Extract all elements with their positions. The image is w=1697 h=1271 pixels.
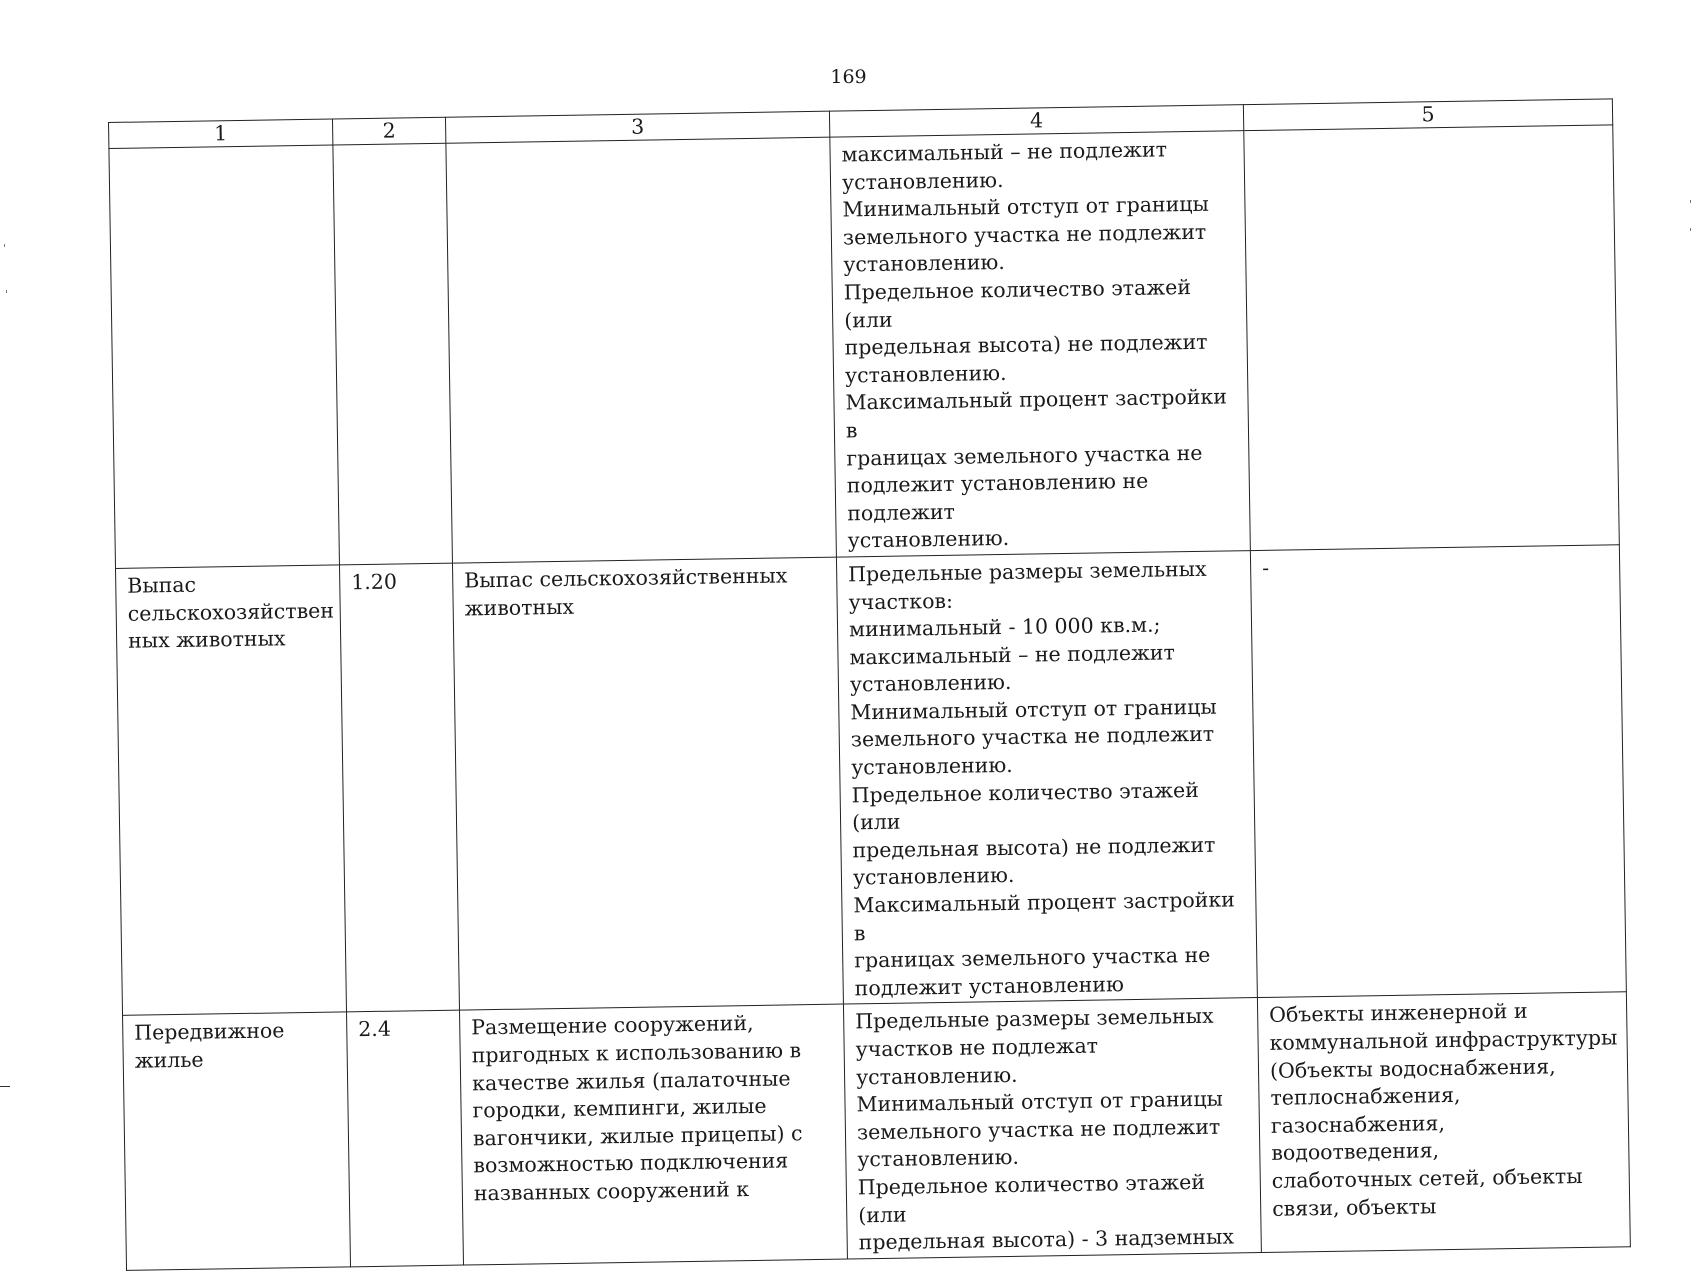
scan-margin-mark — [0, 1086, 10, 1087]
scan-artifact — [1690, 228, 1691, 231]
column-header-5: 5 — [1243, 99, 1612, 131]
table-row — [109, 125, 1619, 568]
use-description-cell — [446, 137, 837, 563]
column-header-1: 1 — [109, 119, 333, 149]
scan-artifact — [4, 244, 5, 247]
notes-cell: Объекты инженерной и коммунальной инфраструктуры (Объекты водоснабжения, теплоснабжения, газоснабжения, водоотведения, слаботочных сетей, объекты связи, объекты — [1257, 992, 1630, 1252]
notes-cell — [1244, 125, 1620, 551]
table-row — [123, 992, 1631, 1270]
column-header-4: 4 — [829, 105, 1243, 137]
scan-artifact — [1690, 200, 1691, 203]
table-row — [116, 545, 1627, 1016]
use-description-cell: Размещение сооружений, пригодных к использованию в качестве жилья (палаточные городки, кемпинги, жилые вагончики, жилые прицепы) с возможностью подключения названных сооружений к — [459, 1004, 847, 1264]
use-name-cell: Передвижное жилье — [123, 1012, 351, 1270]
scan-artifact — [6, 290, 7, 293]
column-header-3: 3 — [445, 111, 829, 143]
notes-cell: - — [1250, 545, 1626, 998]
land-use-table — [108, 98, 1631, 1270]
parameters-cell: Предельные размеры земельных участков: минимальный - 10 000 кв.м.; максимальный – не подлежит установлению. Минимальный отступ от границы земельного участка не подлежит установлению. Предельное количество этажей (или предельная высота) не подлежит установлению. Максимальный процент застройки в границах земельного участка не подлежит установлению — [836, 551, 1257, 1005]
column-header-2: 2 — [332, 117, 445, 145]
use-name-cell: Выпас сельскохозяйствен ных животных — [116, 565, 347, 1016]
use-name-cell — [109, 145, 340, 568]
use-code-cell — [333, 143, 453, 565]
parameters-cell: Предельные размеры земельных участков не подлежат установлению. Минимальный отступ от границы земельного участка не подлежит установлению. Предельное количество этажей (или предельная высота) - 3 надземных — [843, 998, 1261, 1259]
use-code-cell: 1.20 — [339, 563, 459, 1012]
page-number: 169 — [830, 66, 867, 88]
use-description-cell: Выпас сельскохозяйственных животных — [452, 557, 843, 1010]
parameters-cell: максимальный – не подлежит установлению. Минимальный отступ от границы земельного участка не подлежит установлению. Предельное количество этажей (или предельная высота) не подлежит установлению. Максимальный процент застройки в границах земельного участка не подлежит установлению не подлежит установлению. — [830, 131, 1251, 557]
use-code-cell: 2.4 — [347, 1010, 464, 1266]
